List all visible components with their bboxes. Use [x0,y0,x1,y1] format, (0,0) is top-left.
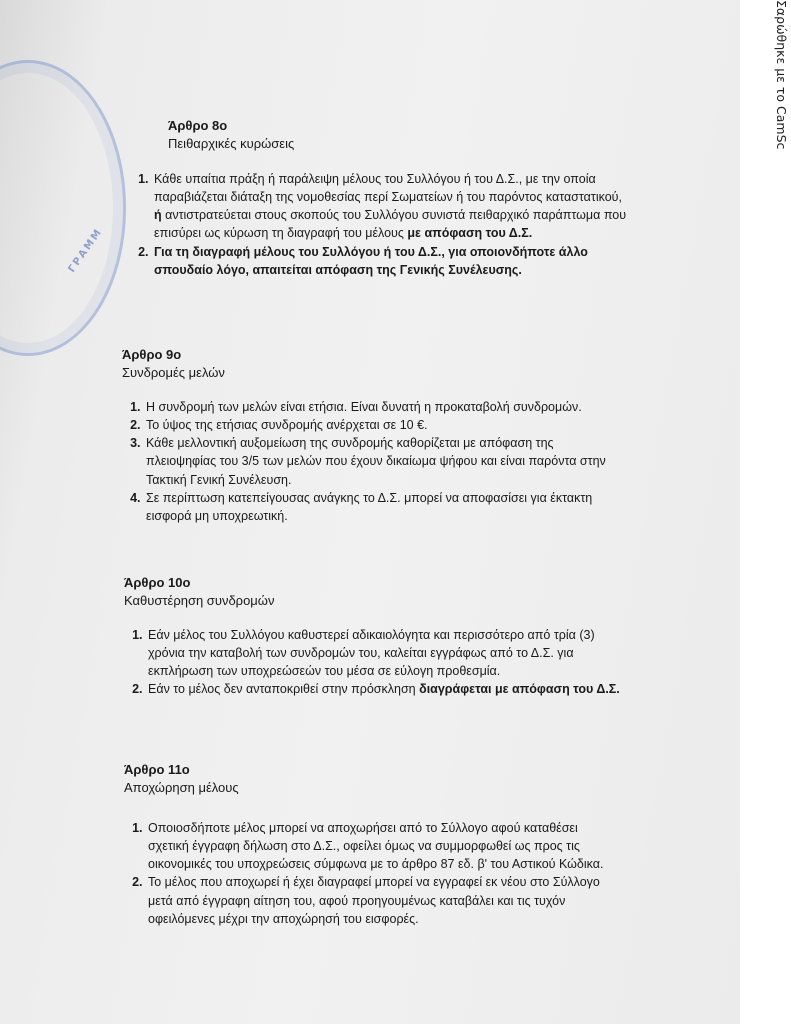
scanner-watermark: Σαρώθηκε με το CamSc [774,0,789,150]
article-subtitle: Καθυστέρηση συνδρομών [124,593,275,608]
list-item: 2. Το μέλος που αποχωρεί ή έχει διαγραφεί μπορεί να εγγραφεί εκ νέου στο Σύλλογο μετά από έγγραφη αίτηση του, αφού προηγουμένως καταβάλει και τις τυχόν οφειλόμενες μέχρι την αποχώρησή του εισφορές. [146,873,620,927]
list-item: 2. Εάν το μέλος δεν ανταποκριθεί στην πρόσκληση διαγράφεται με απόφαση του Δ.Σ. [146,680,620,698]
list-item: 1. Κάθε υπαίτια πράξη ή παράλειψη μέλους του Συλλόγου ή του Δ.Σ., με την οποία παραβιάζεται διάταξη της νομοθεσίας περί Σωματείων ή του παρόντος καταστατικού, ή αντιστρατεύεται στους σκοπούς του Συλλόγου συνιστά πειθαρχικό παράπτωμα που επισύρει ως κύρωση τη διαγραφή του μέλους με απόφαση του Δ.Σ. [152,170,630,243]
list-item: 1. Οποιοσδήποτε μέλος μπορεί να αποχωρήσει από το Σύλλογο αφού καταθέσει σχετική έγγραφη δήλωση στο Δ.Σ., οφείλει όμως να συμμορφωθεί ως προς τις οικονομικές του υποχρεώσεις σύμφωνα με το άρθρο 87 εδ. β' του Αστικού Κώδικα. [146,819,620,873]
article-9-list [122,398,622,525]
article-title: Άρθρο 11ο [124,762,190,777]
article-9 [122,347,622,525]
list-item: 1. Η συνδρομή των μελών είναι ετήσια. Είναι δυνατή η προκαταβολή συνδρομών. [144,398,622,416]
article-11 [124,762,620,928]
article-subtitle: Πειθαρχικές κυρώσεις [168,136,295,151]
list-item: 4. Σε περίπτωση κατεπείγουσας ανάγκης το Δ.Σ. μπορεί να αποφασίσει για έκτακτη εισφορά μη υποχρεωτική. [144,489,622,525]
article-11-list [124,819,620,928]
article-title: Άρθρο 8ο [168,118,228,133]
list-item: 1. Εάν μέλος του Συλλόγου καθυστερεί αδικαιολόγητα και περισσότερο από τρία (3) χρόνια την καταβολή των συνδρομών του, καλείται εγγράφως από το Δ.Σ. για εκπλήρωση των υποχρεώσεών του μέσα σε εύλογη προθεσμία. [146,626,620,680]
list-item: 2. Για τη διαγραφή μέλους του Συλλόγου ή του Δ.Σ., για οποιονδήποτε άλλο σπουδαίο λόγο, απαιτείται απόφαση της Γενικής Συνέλευσης. [152,243,630,279]
list-item: 3. Κάθε μελλοντική αυξομείωση της συνδρομής καθορίζεται με απόφαση της πλειοψηφίας του 3/5 των μελών που έχουν δικαίωμα ψήφου και είναι παρόντα στην Τακτική Γενική Συνέλευση. [144,434,622,488]
article-subtitle: Αποχώρηση μέλους [124,780,239,795]
article-8 [130,118,630,279]
ink-stamp [0,60,126,356]
article-8-list [130,170,630,279]
list-item: 2. Το ύψος της ετήσιας συνδρομής ανέρχεται σε 10 €. [144,416,622,434]
article-10-list [124,626,620,699]
article-title: Άρθρο 10ο [124,575,191,590]
article-title: Άρθρο 9ο [122,347,182,362]
stamp-lettering: ΓΡΑΜΜ [66,226,105,275]
article-10 [124,575,620,699]
article-subtitle: Συνδρομές μελών [122,365,225,380]
